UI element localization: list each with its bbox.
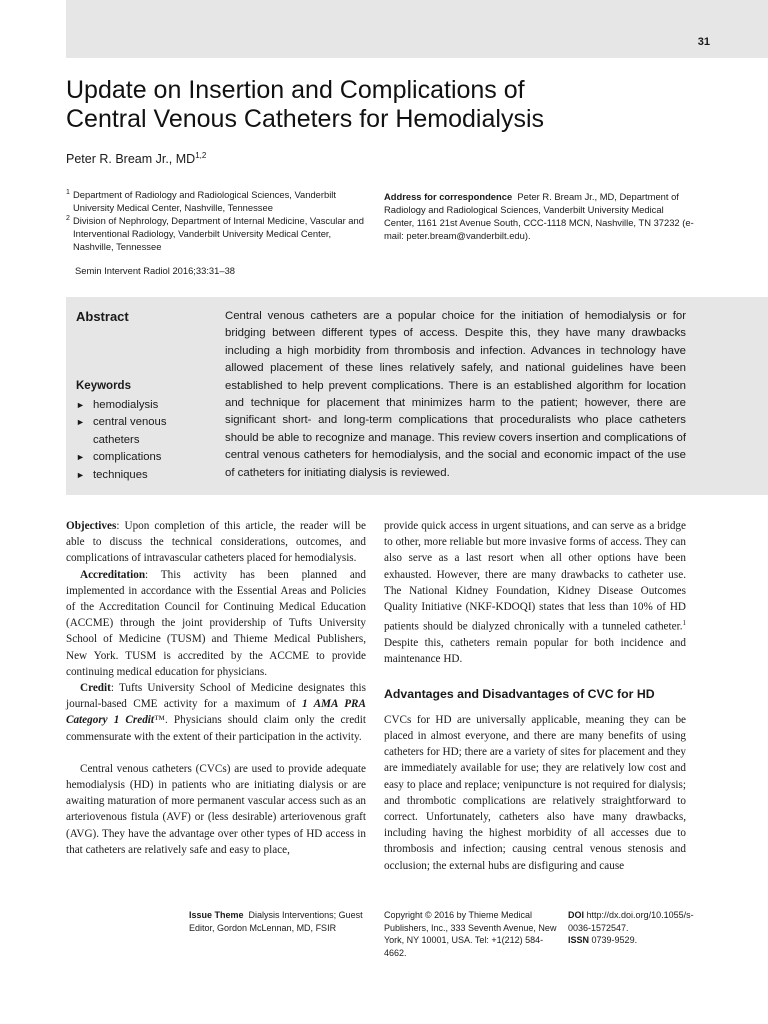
footer-issue-theme [189, 909, 369, 934]
credit-paragraph [66, 680, 366, 745]
abstract-text: Central venous catheters are a popular choice for the initiation of hemodialysis or for bridging between different types of access. Despite this, they have many drawbacks including a high morbidity from thrombosis and infection. Advances in technology have allowed placement of these lines relatively safely, and national guidelines have been established to help prevent complications. There is an established algorithm for location and technique for placement that minimizes harm to the patient; however, there are significant short- and long-term complications that proceduralists who place catheters should be able to recognize and manage. This review covers insertion and complications of central venous catheters for hemodialysis, and the social and economic impact of the use of catheters for initiating dialysis is reviewed. [225, 310, 686, 479]
keyword-item [76, 449, 196, 466]
affiliation-2 [66, 214, 370, 253]
author-line [66, 151, 206, 166]
affiliation-1 [66, 188, 370, 214]
section-heading: Advantages and Disadvantages of CVC for HD [384, 686, 655, 701]
reference-mark: 1 [682, 619, 686, 628]
correspondence-label: Address for correspondence [384, 191, 513, 202]
credit-text-end: ™. Physicians should claim only the credit commensurate with the extent of their participation in the activity. [66, 714, 366, 743]
doi-label: DOI [568, 910, 585, 920]
journal-citation: Semin Intervent Radiol 2016;33:31–38 [75, 265, 236, 276]
accreditation-paragraph [66, 567, 366, 680]
keyword-text: hemodialysis [93, 399, 159, 411]
body-column-right [384, 518, 686, 874]
issue-label: Issue Theme [189, 910, 244, 920]
paragraph-text-end: Despite this, catheters remain popular for both incidence and maintenance HD. [384, 637, 686, 666]
title-line-2: Central Venous Catheters for Hemodialysis [66, 105, 545, 133]
keyword-text: techniques [93, 468, 148, 481]
arrow-icon: ► [76, 469, 85, 480]
keywords-list [76, 397, 196, 484]
affiliation-number: 2 [66, 215, 70, 222]
credit-label: Credit [80, 682, 111, 695]
objectives-text: : Upon completion of this article, the reader will be able to discuss the technical considerations, outcomes, and complications of intravascular catheters placed for hemodialysis. [66, 520, 366, 565]
affiliation-text: Division of Nephrology, Department of Internal Medicine, Vascular and Interventional Radiology, Vanderbilt University Medical Center, Nashville, Tennessee [73, 215, 364, 252]
affiliations [66, 188, 370, 253]
intro-paragraph: Central venous catheters (CVCs) are used to provide adequate hemodialysis (HD) in patients who are initiating dialysis or are awaiting maturation of more permanent vascular access such as an arteriovenous fistula (AVF) or (less desirable) arteriovenous graft (AVG). They have the advantage over other types of HD access in that catheters are relatively safe and easy to place, [66, 762, 366, 856]
advantages-paragraph: CVCs for HD are universally applicable, meaning they can be placed in almost everyone, and there are many benefits of using catheters for HD; there are a variety of sites for placement and they are immediately available for use; they are relatively low cost and easy to place and replace; venipuncture is not required for dialysis; and thrombotic complications are relatively straightforward to correct. Unfortunately, catheters also have many drawbacks, including having the highest morbidity of all accesses due to thrombosis and infection; causing central venous stenosis and occlusion; the external hubs are disfiguring and cause [384, 713, 686, 872]
doi-link[interactable]: http://dx.doi.org/10.1055/s-0036-1572547. [568, 910, 694, 933]
objectives-label: Objectives [66, 520, 117, 532]
affiliation-text: Department of Radiology and Radiological Sciences, Vanderbilt University Medical Center, Nashville, Tennessee [73, 189, 336, 213]
abstract-heading: Abstract [76, 309, 129, 324]
issn-label: ISSN [568, 935, 590, 945]
correspondence-text: Peter R. Bream Jr., MD, Department of Radiology and Radiological Sciences, Vanderbilt University Medical Center, 1161 21st Avenue South, CCC-1118 MCN, Nashville, TN 37232 (e-mail: peter.bream@vanderbilt.edu). [384, 191, 694, 241]
arrow-icon: ► [76, 452, 85, 463]
keyword-item [76, 414, 196, 449]
paragraph-text: provide quick access in urgent situations, and can serve as a bridge to other, more reliable but more invasive forms of access. They can also serve as a last resort when all other options have been exhausted. However, there are many drawbacks to catheter use. The National Kidney Foundation, Kidney Disease Outcomes Quality Initiative (NKF-KDOQI) states that less than 10% of HD patients should be dialyzed chronically with a tunneled catheter. [384, 520, 686, 633]
accreditation-label: Accreditation [80, 568, 146, 581]
objectives-paragraph [66, 518, 366, 567]
arrow-icon: ► [76, 417, 85, 428]
keyword-text: central venous catheters [93, 416, 167, 446]
continuation-paragraph [384, 518, 686, 668]
issn-text: 0739-9529. [591, 935, 638, 945]
correspondence [384, 190, 694, 242]
article-title [66, 76, 686, 134]
footer-copyright: Copyright © 2016 by Thieme Medical Publishers, Inc., 333 Seventh Avenue, New York, NY 10001, USA. Tel: +1(212) 584-4662. [384, 910, 557, 958]
author-name: Peter R. Bream Jr., MD [66, 152, 196, 167]
title-line-1: Update on Insertion and Complications of [66, 76, 525, 104]
keywords-heading: Keywords [76, 380, 131, 392]
keyword-item [76, 467, 196, 484]
issue-text: Dialysis Interventions; Guest Editor, Gordon McLennan, MD, FSIR [189, 910, 363, 933]
author-affiliation-marks: 1,2 [195, 151, 207, 160]
page-number: 31 [697, 36, 710, 48]
arrow-icon: ► [76, 400, 85, 410]
accreditation-text: : This activity has been planned and implemented in accordance with the Essential Areas and Policies of the Accreditation Council for Continuing Medical Education (ACCME) through the joint providership of Tufts University School of Medicine (TUSM) and Thieme Medical Publishers, New York. TUSM is accredited by the ACCME to provide continuing medical education for physicians. [66, 568, 366, 678]
credit-emphasis: 1 AMA PRA Category 1 Credit [66, 698, 366, 727]
affiliation-number: 1 [66, 189, 70, 196]
keyword-item [76, 397, 196, 414]
credit-text: : Tufts University School of Medicine designates this journal-based CME activity for a maximum of [66, 682, 366, 711]
keyword-text: complications [93, 451, 162, 464]
footer-doi [568, 909, 698, 947]
header-bar [66, 0, 768, 58]
body-column-left [66, 518, 366, 858]
